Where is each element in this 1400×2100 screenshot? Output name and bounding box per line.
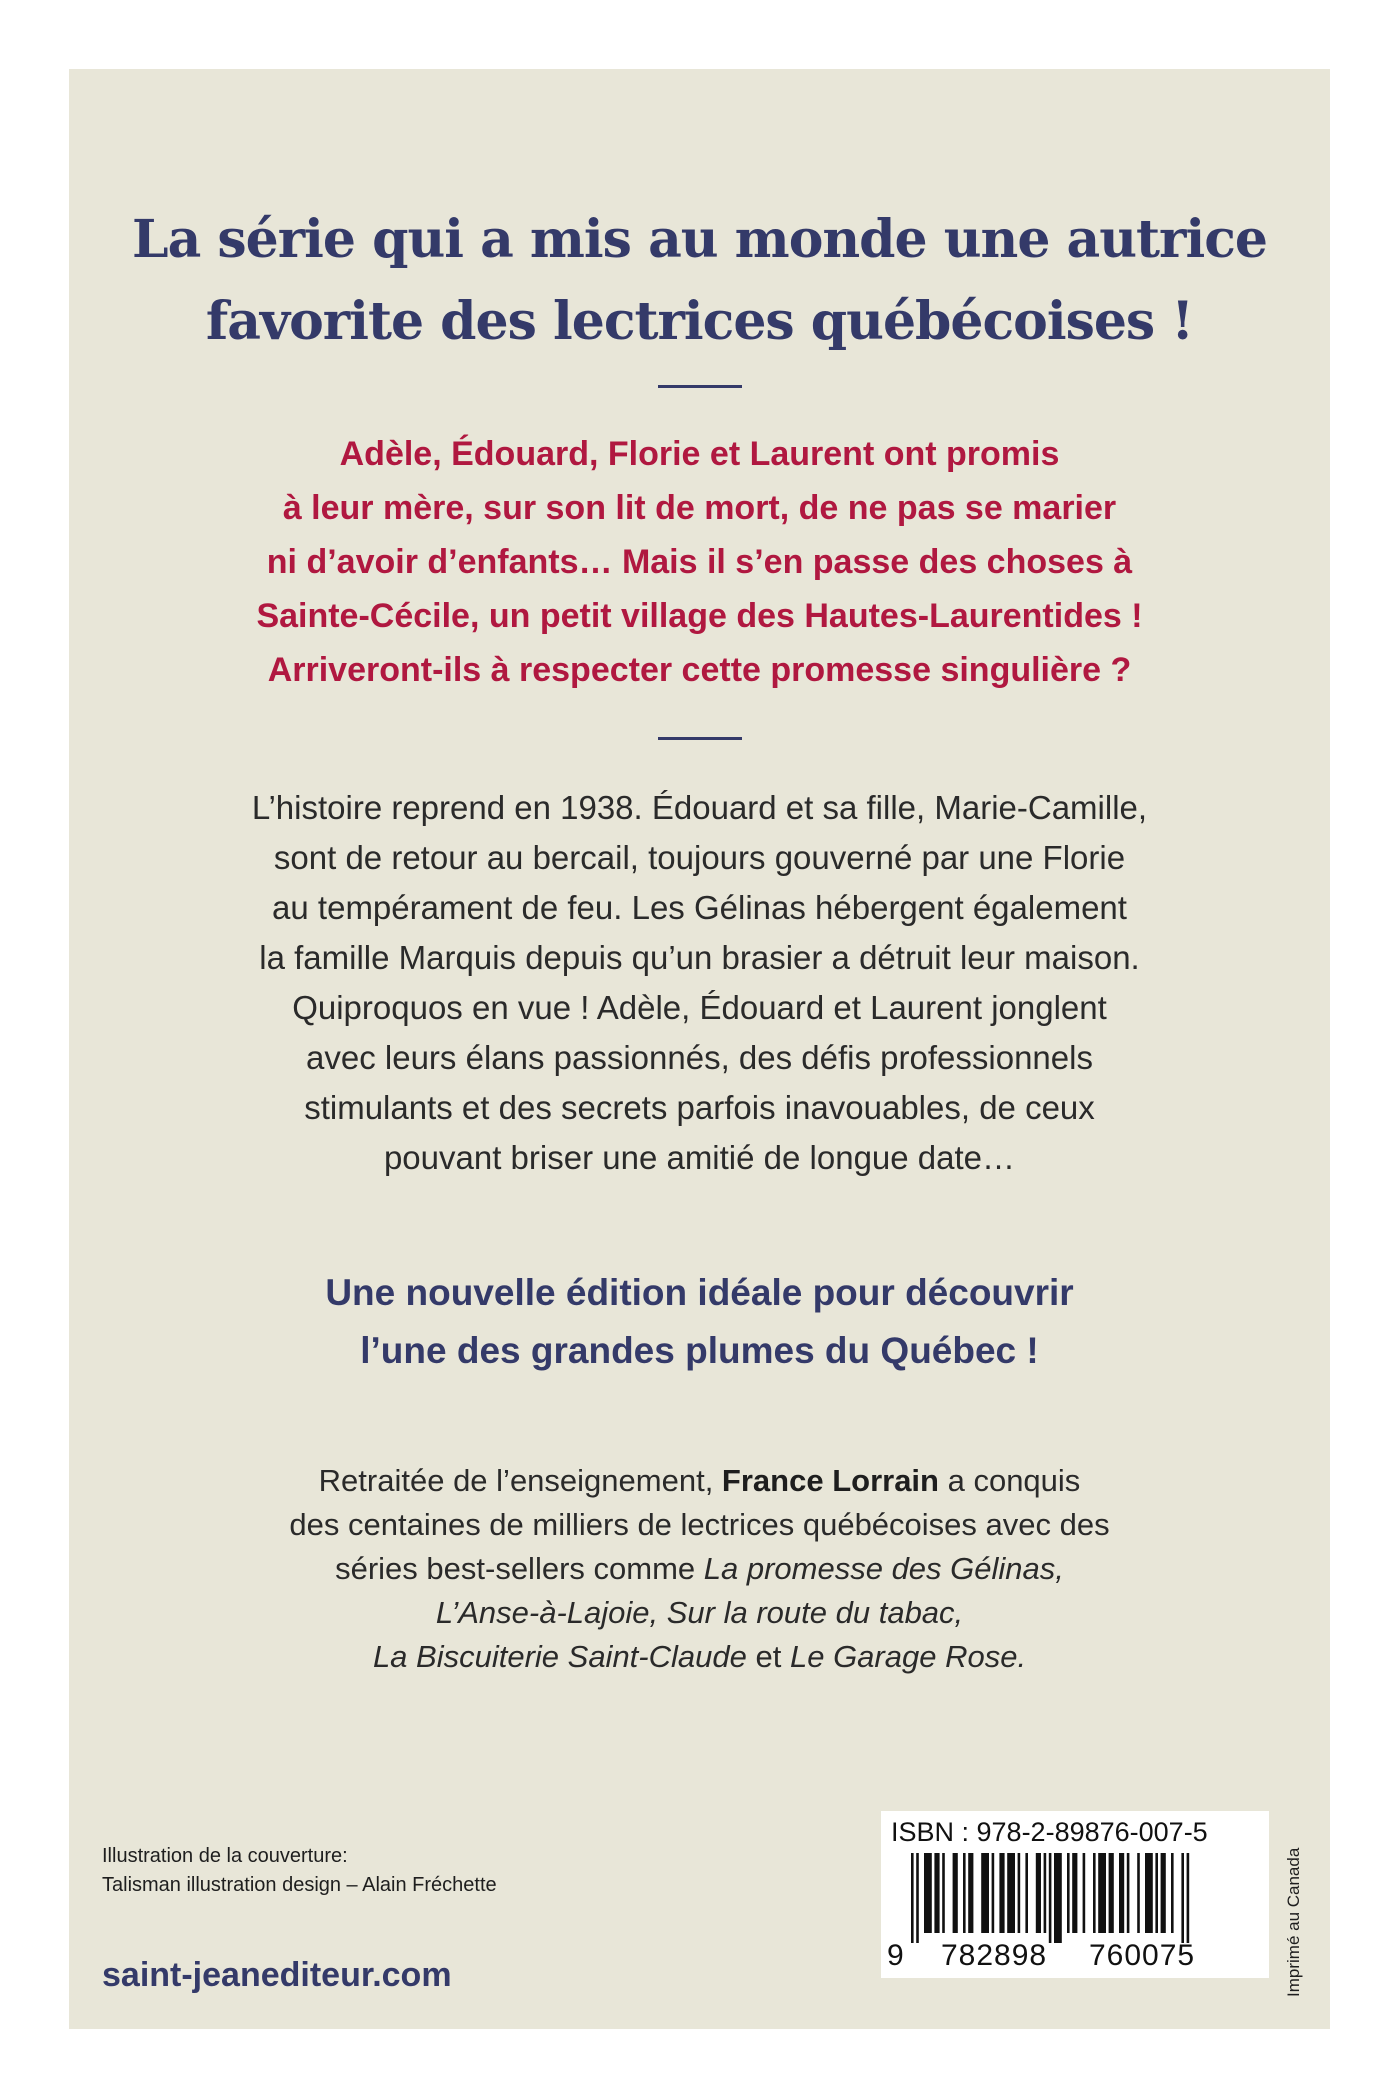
cover-panel xyxy=(69,69,1330,2029)
isbn-label: ISBN : 978-2-89876-007-5 xyxy=(891,1817,1208,1847)
barcode-bar xyxy=(1067,1853,1070,1933)
barcode-bar xyxy=(1072,1853,1077,1933)
headline xyxy=(69,199,1330,363)
barcode-bar xyxy=(1049,1853,1052,1943)
story-line: la famille Marquis depuis qu’un brasier a détruit leur maison. xyxy=(259,939,1140,976)
pitch-paragraph xyxy=(69,427,1330,697)
barcode-bar xyxy=(916,1853,919,1943)
pitch-line: Arriveront-ils à respecter cette promesse singulière ? xyxy=(267,651,1132,689)
bio-line xyxy=(69,1591,1330,1635)
book-title: La Biscuiterie Saint-Claude xyxy=(372,1639,747,1674)
barcode-bar xyxy=(1145,1853,1153,1933)
barcode-bar xyxy=(999,1853,1004,1933)
author-name: France Lorrain xyxy=(721,1463,939,1498)
divider-rule xyxy=(658,737,742,740)
publisher-website: saint-jeanediteur.com xyxy=(102,1956,452,1994)
story-line: avec leurs élans passionnés, des défis professionnels xyxy=(306,1039,1093,1076)
barcode-digits-right: 760075 xyxy=(1089,1939,1196,1972)
tagline-line: l’une des grandes plumes du Québec ! xyxy=(360,1330,1039,1371)
headline-line: La série qui a mis au monde une autrice xyxy=(132,209,1267,270)
barcode-bar xyxy=(1098,1853,1106,1933)
story-line: Quiproquos en vue ! Adèle, Édouard et Laurent jonglent xyxy=(292,989,1107,1026)
barcode-bar xyxy=(1161,1853,1166,1933)
printed-in-canada: Imprimé au Canada xyxy=(1284,1847,1303,1997)
barcode-bar xyxy=(992,1853,995,1933)
headline-line: favorite des lectrices québécoises ! xyxy=(205,291,1194,352)
barcode-bar xyxy=(1007,1853,1015,1933)
barcode-bar xyxy=(924,1853,932,1933)
barcode-bar xyxy=(968,1853,973,1933)
story-line: L’histoire reprend en 1938. Édouard et sa fille, Marie-Camille, xyxy=(251,789,1148,826)
barcode-bar xyxy=(1155,1853,1158,1933)
pitch-line: ni d’avoir d’enfants… Mais il s’en passe des choses à xyxy=(266,543,1133,581)
book-title: L’Anse-à-Lajoie, Sur la route du tabac, xyxy=(435,1595,964,1630)
barcode-bar xyxy=(1054,1853,1062,1943)
isbn-barcode xyxy=(881,1811,1269,1978)
barcode-digits-left: 782898 xyxy=(941,1939,1048,1972)
bio-line xyxy=(69,1635,1330,1679)
barcode-bars xyxy=(911,1853,1251,1943)
barcode-bar xyxy=(1025,1853,1028,1933)
bio-text: Retraitée de l’enseignement, xyxy=(318,1463,722,1498)
barcode-bar xyxy=(1181,1853,1184,1943)
author-bio xyxy=(69,1459,1330,1679)
barcode-bar xyxy=(1109,1853,1114,1933)
barcode-bar xyxy=(1083,1853,1086,1933)
barcode-bar xyxy=(1018,1853,1021,1933)
story-line: stimulants et des secrets parfois inavouables, de ceux xyxy=(304,1089,1095,1126)
book-title: La promesse des Gélinas, xyxy=(703,1551,1064,1586)
barcode-bar xyxy=(934,1853,939,1933)
barcode-bar xyxy=(981,1853,989,1933)
story-line: sont de retour au bercail, toujours gouverné par une Florie xyxy=(273,839,1126,876)
divider-rule xyxy=(658,385,742,388)
pitch-line: à leur mère, sur son lit de mort, de ne pas se marier xyxy=(282,489,1117,527)
story-line: au tempérament de feu. Les Gélinas hébergent également xyxy=(272,889,1127,926)
bio-text: et xyxy=(746,1639,790,1674)
story-paragraph xyxy=(69,783,1330,1183)
illustration-credits xyxy=(102,1842,497,1900)
bio-line xyxy=(69,1459,1330,1503)
bio-text: séries best-sellers comme xyxy=(335,1551,704,1586)
barcode-bar xyxy=(1119,1853,1124,1933)
bio-text: a conquis xyxy=(938,1463,1081,1498)
pitch-line: Adèle, Édouard, Florie et Laurent ont promis xyxy=(339,435,1060,473)
tagline xyxy=(69,1264,1330,1380)
barcode-digit-first: 9 xyxy=(887,1939,905,1972)
barcode-bar xyxy=(1093,1853,1096,1933)
barcode-bar xyxy=(1127,1853,1130,1933)
barcode-bar xyxy=(1137,1853,1140,1933)
tagline-line: Une nouvelle édition idéale pour découvrir xyxy=(325,1272,1074,1313)
barcode-bar xyxy=(963,1853,966,1933)
pitch-line: Sainte-Cécile, un petit village des Hautes-Laurentides ! xyxy=(256,597,1143,635)
barcode-bar xyxy=(942,1853,945,1933)
barcode-bar xyxy=(953,1853,958,1933)
barcode-bar xyxy=(1044,1853,1047,1933)
credit-line: Talisman illustration design – Alain Fréchette xyxy=(102,1874,497,1896)
barcode-bar xyxy=(1187,1853,1190,1943)
barcode-bar xyxy=(911,1853,914,1943)
credit-line: Illustration de la couverture: xyxy=(102,1845,348,1867)
bio-line: des centaines de milliers de lectrices québécoises avec des xyxy=(289,1507,1110,1542)
book-title: Le Garage Rose. xyxy=(789,1639,1027,1674)
bio-line xyxy=(69,1547,1330,1591)
story-line: pouvant briser une amitié de longue date… xyxy=(383,1139,1016,1176)
barcode-bar xyxy=(1036,1853,1041,1933)
barcode-bar xyxy=(1171,1853,1174,1933)
